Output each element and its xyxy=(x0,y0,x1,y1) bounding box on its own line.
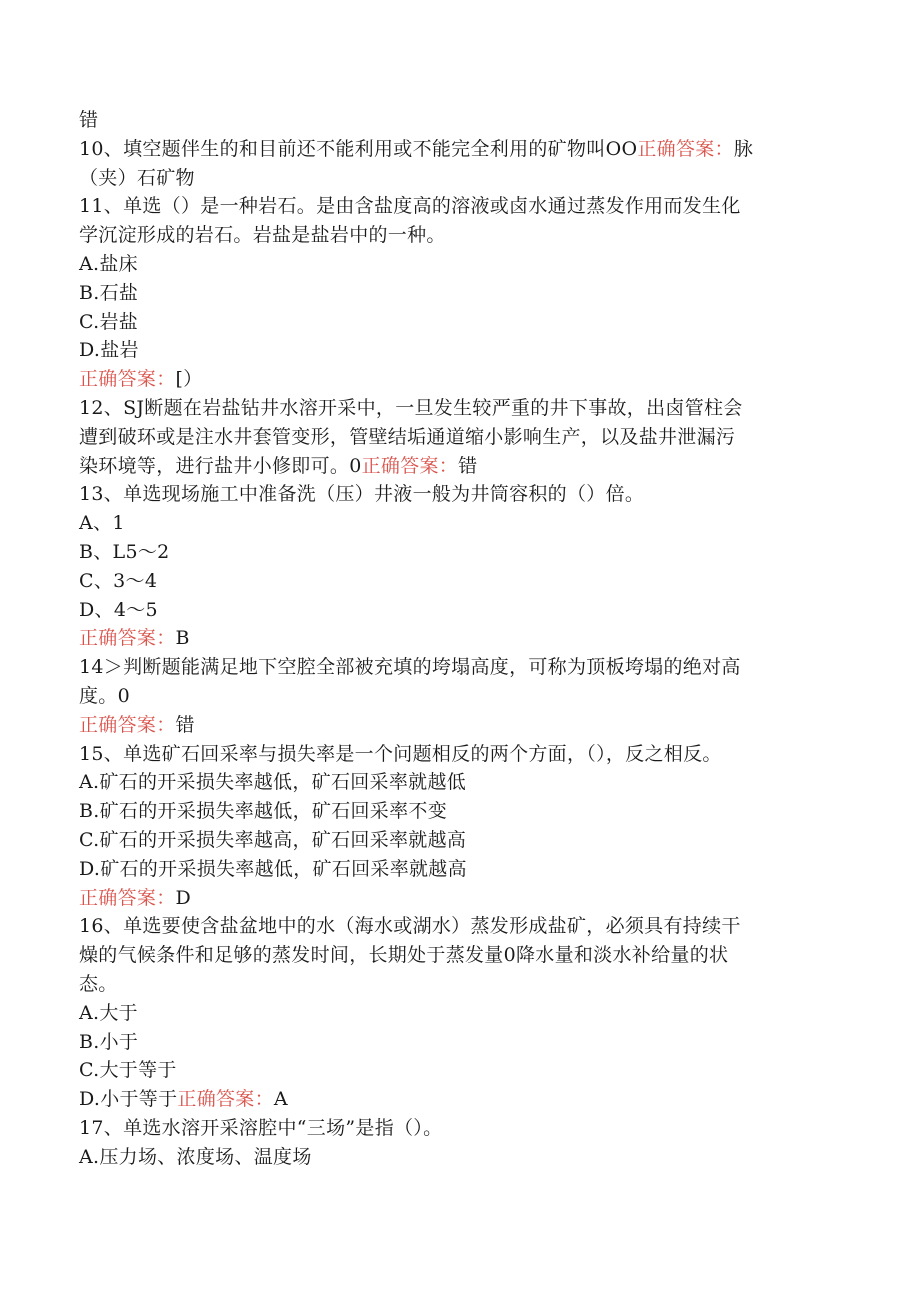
answer-label: 正确答案： xyxy=(177,1088,274,1111)
option-d: D.盐岩 xyxy=(79,339,139,362)
option-c: C.矿石的开采损失率越高，矿石回采率就越高 xyxy=(79,828,467,851)
answer-line xyxy=(79,711,839,740)
text-line: 度。0 xyxy=(79,684,130,707)
question-16: 16、单选要使含盐盆地中的水（海水或湖水）蒸发形成盐矿，必须具有持续干 xyxy=(79,915,741,938)
answer-label: 正确答案： xyxy=(79,713,176,736)
document-page xyxy=(79,106,839,1171)
answer-label: 正确答案： xyxy=(79,886,176,909)
answer-label: 正确答案： xyxy=(361,454,459,477)
option-b: B.矿石的开采损失率越低，矿石回采率不变 xyxy=(79,800,448,823)
answer-value: D xyxy=(175,886,192,909)
option-c: C、3～4 xyxy=(79,569,158,592)
answer-label: 正确答案： xyxy=(79,368,176,391)
option-b: B、L5～2 xyxy=(79,540,170,563)
answer-value: 错 xyxy=(175,713,195,736)
question-12: 12、SJ断题在岩盐钻井水溶开采中，一旦发生较严重的井下事故，出卤管柱会 xyxy=(79,396,743,419)
option-d: D.矿石的开采损失率越低，矿石回采率就越高 xyxy=(79,857,467,880)
option-a: A.压力场、浓度场、温度场 xyxy=(79,1145,312,1168)
question-17: 17、单选水溶开采溶腔中“三场”是指（）。 xyxy=(79,1116,443,1139)
answer-value: B xyxy=(175,627,190,650)
option-d: D.小于等于正确答案：A xyxy=(79,1088,288,1111)
option-c: C.岩盐 xyxy=(79,310,139,333)
text-line: 学沉淀形成的岩石。岩盐是盐岩中的一种。 xyxy=(79,224,446,247)
text-line: 错 xyxy=(79,109,99,131)
question-13: 13、单选现场施工中准备洗（压）井液一般为井筒容积的（）倍。 xyxy=(79,483,645,506)
answer-value: 错 xyxy=(458,454,478,477)
question-14: 14＞判断题能满足地下空腔全部被充填的垮塌高度，可称为顶板垮塌的绝对高 xyxy=(79,656,741,679)
option-a: A.矿石的开采损失率越低，矿石回采率就越低 xyxy=(79,771,467,794)
answer-label: 正确答案： xyxy=(79,627,176,650)
text-line: 燥的气候条件和足够的蒸发时间，长期处于蒸发量0降水量和淡水补给量的状 xyxy=(79,944,729,967)
answer-value: A xyxy=(273,1088,288,1111)
text-line: 态。 xyxy=(79,972,118,995)
option-a: A.盐床 xyxy=(79,252,138,275)
option-d: D、4～5 xyxy=(79,598,158,621)
answer-line xyxy=(79,365,839,394)
text-line: 染环境等，进行盐井小修即可。0正确答案：错 xyxy=(79,454,478,477)
option-b: B.小于 xyxy=(79,1030,139,1053)
option-a: A.大于 xyxy=(79,1001,138,1024)
answer-value: 脉 xyxy=(733,137,754,160)
answer-label: 正确答案： xyxy=(637,137,734,160)
answer-line xyxy=(79,884,839,913)
question-15: 15、单选矿石回采率与损失率是一个问题相反的两个方面，（），反之相反。 xyxy=(79,742,722,765)
text-line: 遭到破环或是注水井套管变形，管壁结垢通道缩小影响生产，以及盐井泄漏污 xyxy=(79,425,736,448)
option-b: B.石盐 xyxy=(79,281,139,304)
option-c: C.大于等于 xyxy=(79,1059,177,1082)
option-a: A、1 xyxy=(79,512,125,535)
answer-line xyxy=(79,624,839,653)
text-line: （夹）石矿物 xyxy=(79,166,195,189)
question-11: 11、单选（）是一种岩石。是由含盐度高的溶液或卤水通过蒸发作用而发生化 xyxy=(79,195,741,218)
answer-value: [） xyxy=(175,368,203,391)
question-10: 10、填空题伴生的和目前还不能利用或不能完全利用的矿物叫OO正确答案：脉 xyxy=(79,137,754,160)
